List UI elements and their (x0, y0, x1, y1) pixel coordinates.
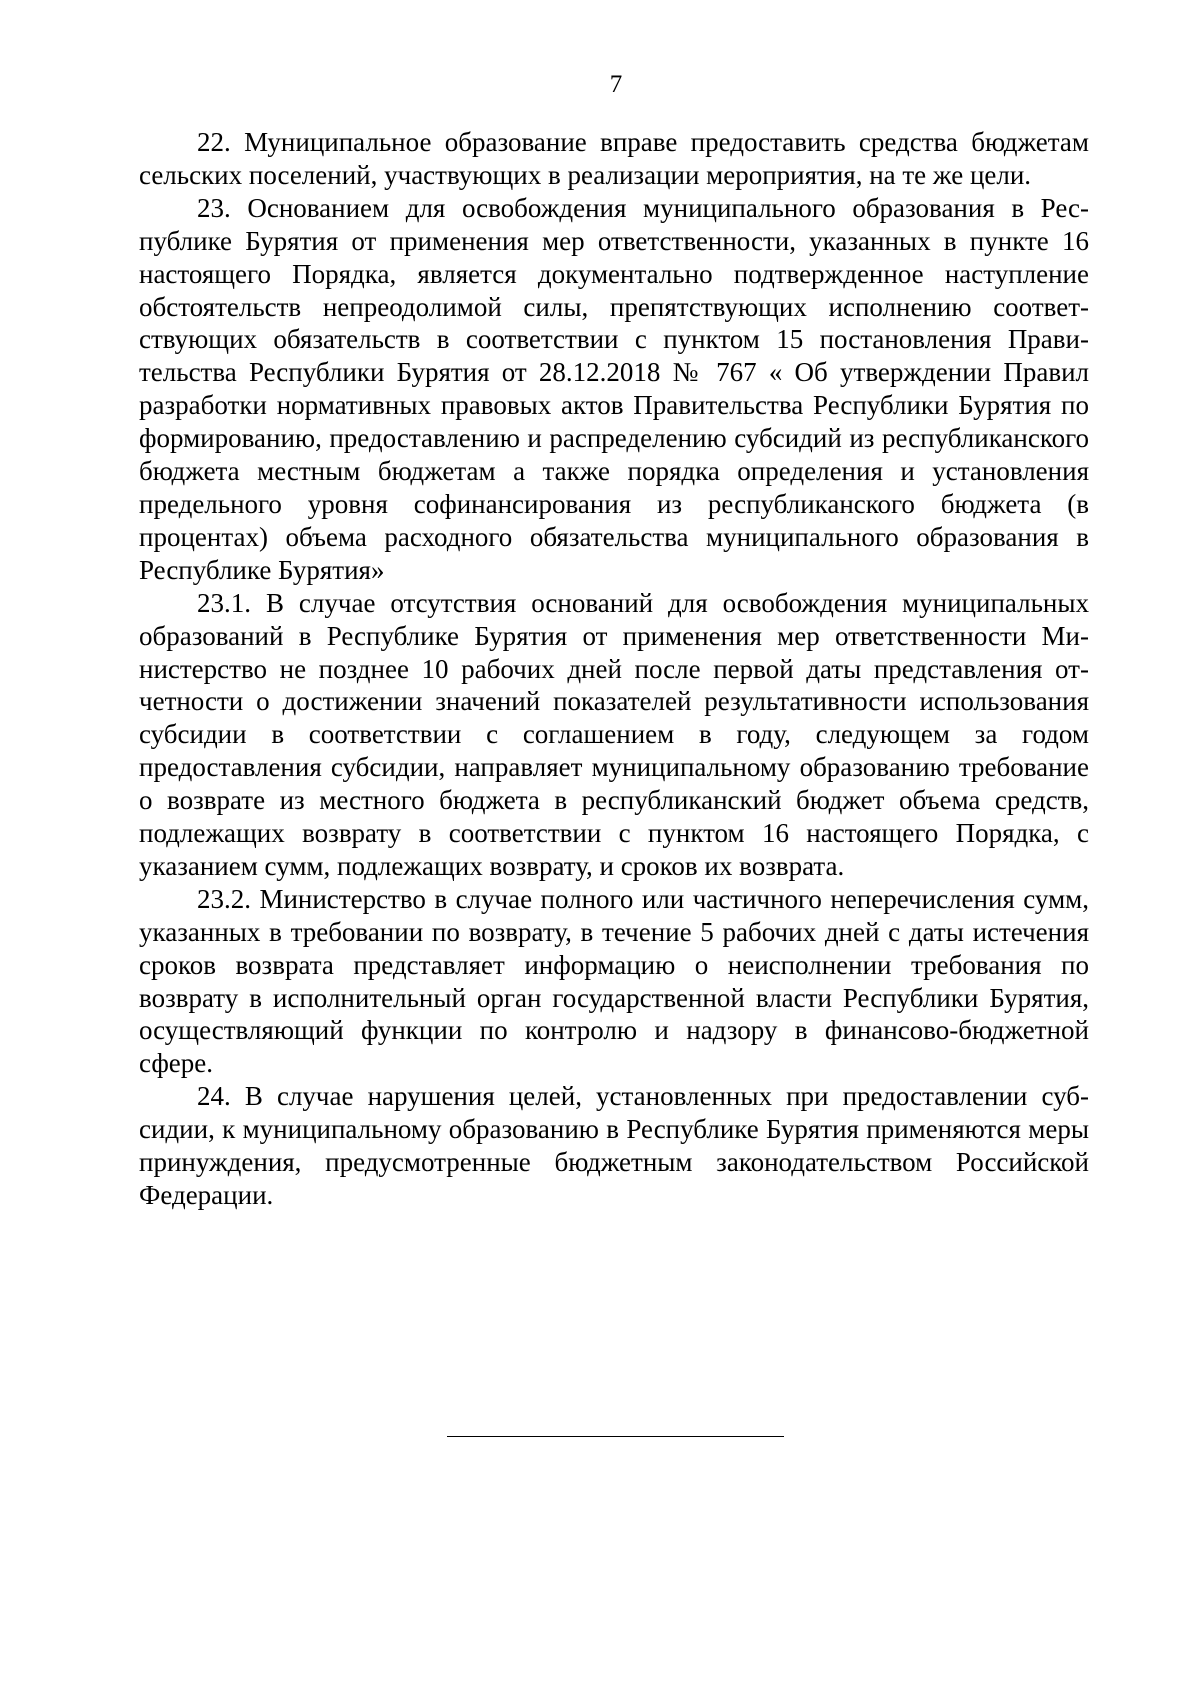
paragraph-22: 22. Муниципальное образование вправе предоставить средства бюджетам сельских поселений, участвующих в реализации мероприятия, на те же цели. (139, 127, 1089, 190)
paragraph-23-1: 23.1. В случае отсутствия оснований для освобождения муниципальных образований в Республике Бурятия от применения мер ответственности Министерство не позднее 10 рабочих дней после первой даты представления отчетности о достижении значений показателей результативности использования субсидии в соответствии с соглашением в году, следующем за годом предоставления субсидии, направляет муниципальному образованию требование о возврате из местного бюджета в республиканский бюджет объема средств, подлежащих возврату в соответствии с пунктом 16 настоящего Порядка, с указанием сумм, подлежащих возврату, и сроков их возврата. (139, 587, 1089, 881)
document-body (139, 126, 1089, 1212)
page-number: 7 (609, 71, 623, 98)
paragraph-23-2: 23.2. Министерство в случае полного или частичного неперечисления сумм, указанных в требовании по возврату, в течение 5 рабочих дней с даты истечения сроков возврата представляет информацию о неисполнении требования по возврату в исполнительный орган государственной власти Республики Бурятия, осуществляющий функции по контролю и надзору в финансово-бюджетной сфере. (139, 883, 1089, 1079)
paragraph-23: 23. Основанием для освобождения муниципального образования в Республике Бурятия от применения мер ответственности, указанных в пункте 16 настоящего Порядка, является документально подтвержденное наступление обстоятельств непреодолимой силы, препятствующих исполнению соответствующих обязательств в соответствии с пунктом 15 постановления Правительства Республики Бурятия от 28.12.2018 № 767 « Об утверждении Правил разработки нормативных правовых актов Правительства Республики Бурятия по формированию, предоставлению и распределению субсидий из республиканского бюджета местным бюджетам а также порядка определения и установления предельного уровня софинансирования из республиканского бюджета (в процентах) объема расходного обязательства муниципального образования в Республике Бурятия» (139, 192, 1089, 585)
end-separator-line (447, 1436, 784, 1437)
paragraph-24: 24. В случае нарушения целей, установленных при предоставлении субсидии, к муниципальному образованию в Республике Бурятия применяются меры принуждения, предусмотренные бюджетным законодательством Российской Федерации. (139, 1081, 1089, 1210)
